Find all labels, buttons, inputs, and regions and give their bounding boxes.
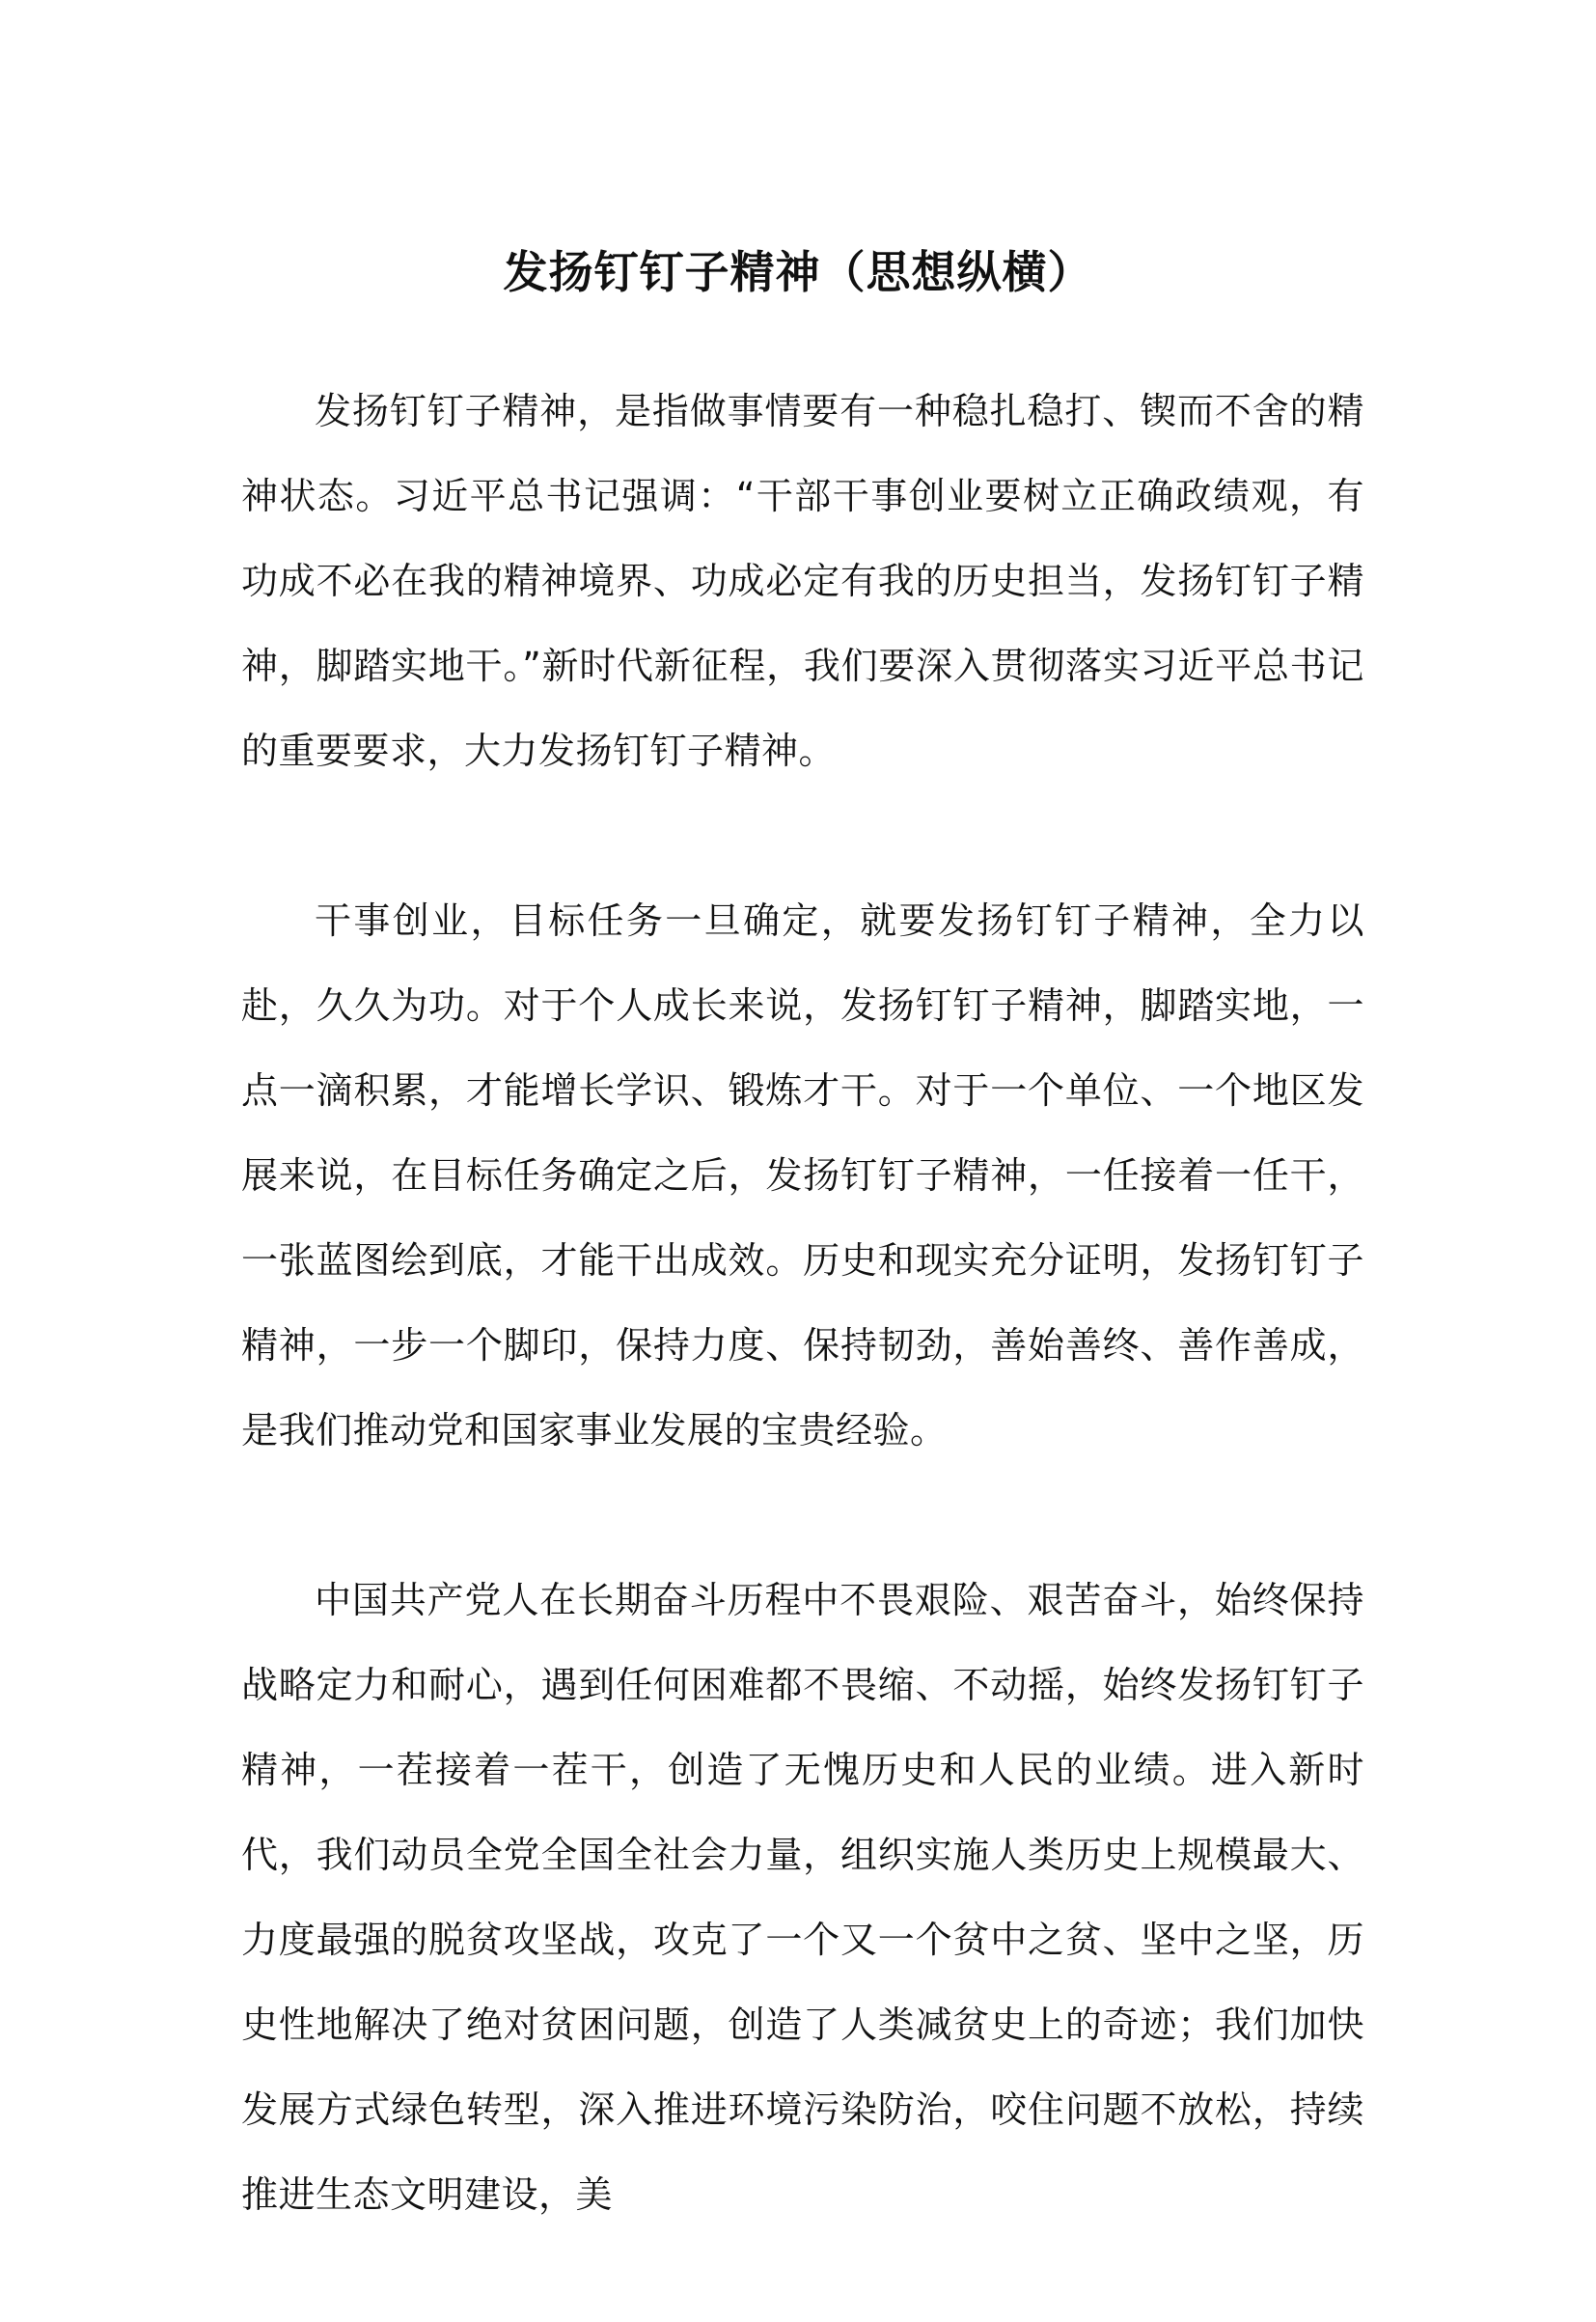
paragraph-1: 发扬钉钉子精神，是指做事情要有一种稳扎稳打、锲而不舍的精神状态。习近平总书记强调：“干部干事创业要树立正确政绩观，有功成不必在我的精神境界、功成必定有我的历史担当，发扬钉钉子精神，脚踏实地干。”新时代新征程，我们要深入贯彻落实习近平总书记的重要要求，大力发扬钉钉子精神。 xyxy=(241,390,1364,772)
paragraph-3: 中国共产党人在长期奋斗历程中不畏艰险、艰苦奋斗，始终保持战略定力和耐心，遇到任何困难都不畏缩、不动摇，始终发扬钉钉子精神，一茬接着一茬干，创造了无愧历史和人民的业绩。进入新时代，我们动员全党全国全社会力量，组织实施人类历史上规模最大、力度最强的脱贫攻坚战，攻克了一个又一个贫中之贫、坚中之坚，历史性地解决了绝对贫困问题，创造了人类减贫史上的奇迹；我们加快发展方式绿色转型，深入推进环境污染防治，咬住问题不放松，持续推进生态文明建设，美 xyxy=(241,1579,1364,2216)
document-title: 发扬钉钉子精神（思想纵横） xyxy=(503,246,1093,298)
document-body xyxy=(241,369,1364,2322)
paragraph-2: 干事创业，目标任务一旦确定，就要发扬钉钉子精神，全力以赴，久久为功。对于个人成长来说，发扬钉钉子精神，脚踏实地，一点一滴积累，才能增长学识、锻炼才干。对于一个单位、一个地区发展来说，在目标任务确定之后，发扬钉钉子精神，一任接着一任干，一张蓝图绘到底，才能干出成效。历史和现实充分证明，发扬钉钉子精神，一步一个脚印，保持力度、保持韧劲，善始善终、善作善成，是我们推动党和国家事业发展的宝贵经验。 xyxy=(241,899,1364,1451)
